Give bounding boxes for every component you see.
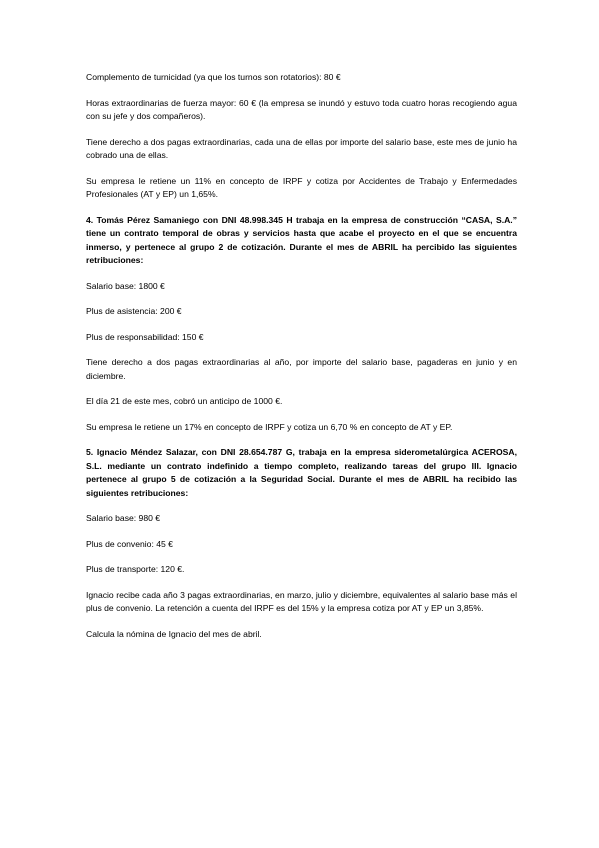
paragraph-anticipo: El día 21 de este mes, cobró un anticipo de 1000 €.: [86, 396, 283, 406]
paragraph-retencion-ex4: Su empresa le retiene un 17% en concepto de IRPF y cotiza un 6,70 % en concepto de AT y EP.: [86, 421, 453, 432]
paragraph-pagas-extra-ex5: Ignacio recibe cada año 3 pagas extraordinarias, en marzo, julio y diciembre, equivalentes al salario base más el plus de convenio. La retención a cuenta del IRPF es del 15% y la empresa cotiza por AT y EP un 3,85%.: [86, 589, 517, 613]
paragraph-plus-responsabilidad: Plus de responsabilidad: 150 €: [86, 331, 204, 342]
paragraph-instruction: Calcula la nómina de Ignacio del mes de abril.: [86, 628, 262, 639]
paragraph-complemento-turnicidad: Complemento de turnicidad (ya que los turnos son rotatorios): 80 €: [86, 72, 341, 82]
exercise-5-statement: 5. Ignacio Méndez Salazar, con DNI 28.654.787 G, trabaja en la empresa siderometalúrgica ACEROSA, S.L. mediante un contrato indefinido a tiempo completo, realizando tareas del grupo III. Ignacio pertenece al grupo 5 de cotización a la Seguridad Social. Durante el mes de ABRIL ha recibido las siguientes retribuciones:: [86, 447, 517, 498]
paragraph-salario-base-ex5: Salario base: 980 €: [86, 513, 161, 523]
paragraph-pagas-extra-ex4: Tiene derecho a dos pagas extraordinarias al año, por importe del salario base, pagaderas en junio y en diciembre.: [86, 357, 517, 381]
paragraph-plus-asistencia: Plus de asistencia: 200 €: [86, 306, 182, 316]
document-page: [86, 71, 517, 653]
paragraph-horas-extraordinarias: Horas extraordinarias de fuerza mayor: 60 € (la empresa se inundó y estuvo toda cuatro horas recogiendo agua con su jefe y dos compañeros).: [86, 97, 517, 121]
paragraph-salario-base: Salario base: 1800 €: [86, 280, 165, 291]
paragraph-pagas-extraordinarias: Tiene derecho a dos pagas extraordinarias, cada una de ellas por importe del salario base, este mes de junio ha cobrado una de ellas.: [86, 136, 517, 160]
paragraph-retencion-irpf: Su empresa le retiene un 11% en concepto de IRPF y cotiza por Accidentes de Trabajo y Enfermedades Profesionales (AT y EP) un 1,65%.: [86, 175, 517, 199]
paragraph-plus-convenio: Plus de convenio: 45 €: [86, 538, 173, 549]
exercise-4-statement: 4. Tomás Pérez Samaniego con DNI 48.998.345 H trabaja en la empresa de construcción “CASA, S.A.” tiene un contrato temporal de obras y servicios hasta que acabe el proyecto en el que se encuentra inmerso, y pertenece al grupo 2 de cotización. Durante el mes de ABRIL ha percibido las siguientes retribuciones:: [86, 214, 517, 265]
paragraph-plus-transporte: Plus de transporte: 120 €.: [86, 564, 185, 574]
